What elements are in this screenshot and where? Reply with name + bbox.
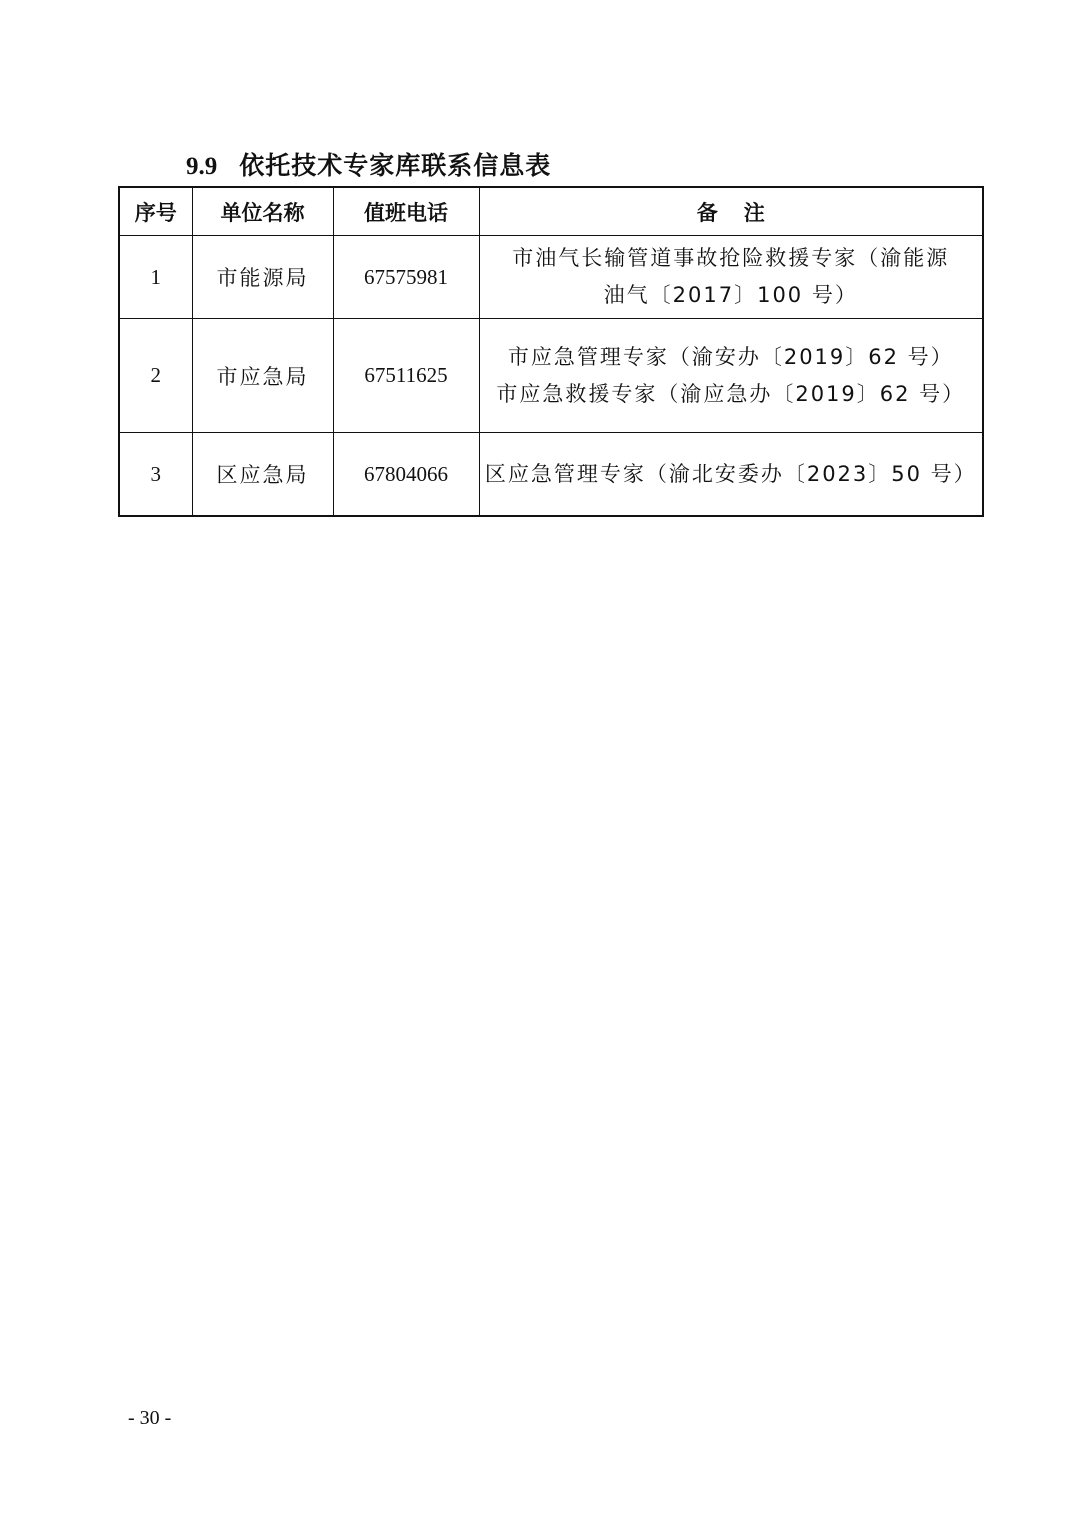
row-serial: 3	[119, 433, 192, 517]
table-row	[119, 236, 983, 319]
expert-contact-table	[118, 186, 984, 517]
header-remarks-label: 备注	[696, 200, 791, 225]
row-remarks	[479, 319, 983, 433]
header-unit-name: 单位名称	[192, 187, 333, 236]
row-serial: 1	[119, 236, 192, 319]
section-title: 依托技术专家库联系信息表	[239, 151, 552, 180]
page-number: - 30 -	[128, 1407, 172, 1429]
row-remarks	[479, 236, 983, 319]
row-unit-name: 市能源局	[192, 236, 333, 319]
remark-line: 区应急管理专家（渝北安委办〔2023〕50 号）	[484, 461, 977, 486]
remark-line: 油气〔2017〕100 号）	[603, 283, 858, 307]
row-serial: 2	[119, 319, 192, 433]
row-duty-phone: 67804066	[333, 433, 479, 517]
remark-line: 市油气长输管道事故抢险救援专家（渝能源	[512, 246, 950, 270]
remark-line: 市应急管理专家（渝安办〔2019〕62 号）	[507, 344, 954, 369]
row-duty-phone: 67575981	[333, 236, 479, 319]
remark-line: 市应急救援专家（渝应急办〔2019〕62 号）	[496, 381, 966, 406]
table-row	[119, 319, 983, 433]
section-number: 9.9	[186, 153, 218, 180]
header-remarks	[479, 187, 983, 236]
header-duty-phone: 值班电话	[333, 187, 479, 236]
table-row	[119, 433, 983, 517]
row-remarks	[479, 433, 983, 517]
section-heading	[186, 146, 551, 186]
header-serial: 序号	[119, 187, 192, 236]
table-header-row	[119, 187, 983, 236]
row-unit-name: 市应急局	[192, 319, 333, 433]
row-duty-phone: 67511625	[333, 319, 479, 433]
row-unit-name: 区应急局	[192, 433, 333, 517]
